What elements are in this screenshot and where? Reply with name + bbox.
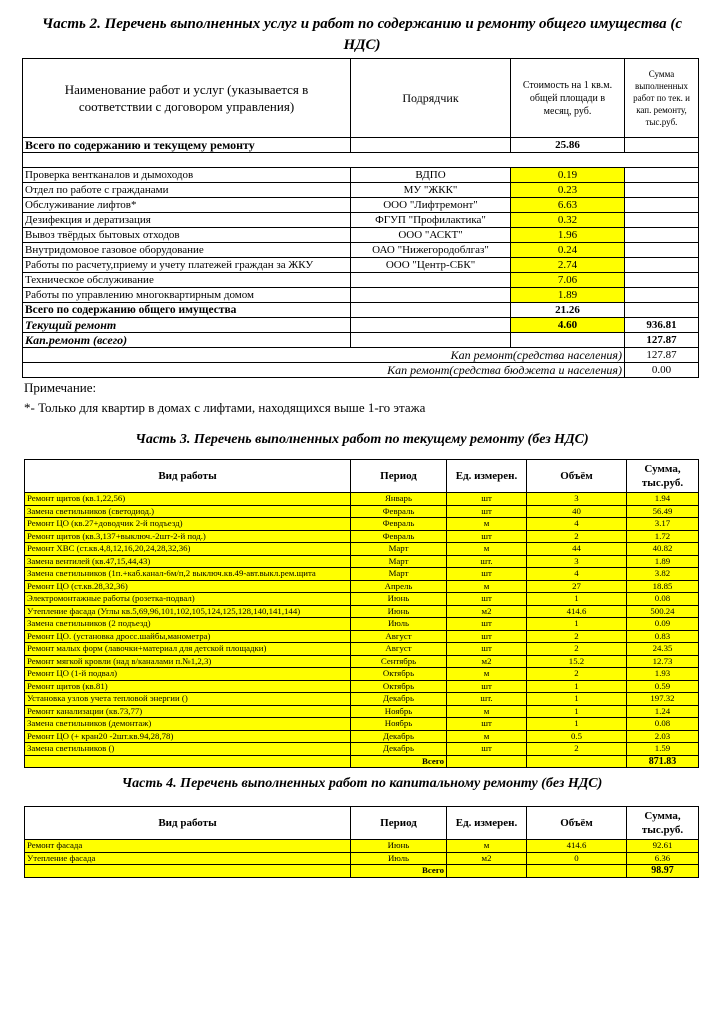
work-name: Ремонт ЦО (+ кран20 -2шт.кв.94,28,78) bbox=[25, 730, 351, 743]
work-name: Замена светильников (демонтаж) bbox=[25, 718, 351, 731]
work-unit: м2 bbox=[447, 655, 527, 668]
service-cost: 2.74 bbox=[511, 258, 625, 273]
cap-budget-label: Кап ремонт(средства бюджета и населения) bbox=[23, 363, 625, 378]
work-sum: 0.59 bbox=[627, 680, 699, 693]
part2-title: Часть 2. Перечень выполненных услуг и работ по содержанию и ремонту общего имущества (с НДС) bbox=[41, 16, 683, 53]
work-name: Ремонт щитов (кв.81) bbox=[25, 680, 351, 693]
work-unit: шт bbox=[447, 593, 527, 606]
p4-header-volume: Объём bbox=[527, 807, 627, 840]
header-cost: Стоимость на 1 кв.м. общей площади в месяц, руб. bbox=[511, 59, 625, 138]
total-cost: 25.86 bbox=[511, 138, 625, 153]
work-period: Октябрь bbox=[351, 680, 447, 693]
work-volume: 2 bbox=[527, 643, 627, 656]
header-sum: Сумма выполненных работ по тек. и кап. ремонту, тыс.руб. bbox=[625, 59, 699, 138]
work-volume: 4 bbox=[527, 518, 627, 531]
work-sum: 0.08 bbox=[627, 593, 699, 606]
work-volume: 2 bbox=[527, 530, 627, 543]
work-period: Август bbox=[351, 630, 447, 643]
work-volume: 1 bbox=[527, 705, 627, 718]
work-sum: 3.17 bbox=[627, 518, 699, 531]
work-sum: 12.73 bbox=[627, 655, 699, 668]
maint-total-cost: 21.26 bbox=[511, 303, 625, 318]
work-name: Утепление фасада (Углы кв.5,69,96,101,102,105,124,125,128,140,141,144) bbox=[25, 605, 351, 618]
work-period: Июль bbox=[351, 852, 447, 865]
p3-header-sum: Сумма, тыс.руб. bbox=[627, 460, 699, 493]
p4-header-work: Вид работы bbox=[25, 807, 351, 840]
current-repair-row bbox=[23, 318, 699, 333]
spacer-row bbox=[23, 153, 699, 168]
work-period: Сентябрь bbox=[351, 655, 447, 668]
work-volume: 4 bbox=[527, 568, 627, 581]
part4-total-row bbox=[25, 865, 699, 878]
work-name: Замена светильников (светодиод.) bbox=[25, 505, 351, 518]
work-period: Ноябрь bbox=[351, 705, 447, 718]
work-sum: 0.08 bbox=[627, 718, 699, 731]
service-cost: 7.06 bbox=[511, 273, 625, 288]
work-unit: шт bbox=[447, 568, 527, 581]
p3-header-work: Вид работы bbox=[25, 460, 351, 493]
part4-title: Часть 4. Перечень выполненных работ по капитальному ремонту (без НДС) bbox=[121, 776, 603, 791]
p4-total-label: Всего bbox=[351, 865, 447, 878]
work-unit: шт bbox=[447, 630, 527, 643]
work-period: Февраль bbox=[351, 518, 447, 531]
service-contractor bbox=[351, 273, 511, 288]
service-cost: 0.32 bbox=[511, 213, 625, 228]
work-unit: м bbox=[447, 580, 527, 593]
work-name: Ремонт щитов (кв.3,137+выключ.-2шт-2-й под.) bbox=[25, 530, 351, 543]
service-row bbox=[23, 213, 699, 228]
work-name: Ремонт канализации (кв.73,77) bbox=[25, 705, 351, 718]
maintenance-total-row bbox=[23, 303, 699, 318]
work-sum: 0.09 bbox=[627, 618, 699, 631]
work-row bbox=[25, 668, 699, 681]
work-row bbox=[25, 730, 699, 743]
cap-budget-sum: 0.00 bbox=[625, 363, 699, 378]
work-row bbox=[25, 655, 699, 668]
work-name: Ремонт ЦО. (установка дросс.шайбы,манометра) bbox=[25, 630, 351, 643]
work-sum: 500.24 bbox=[627, 605, 699, 618]
work-period: Декабрь bbox=[351, 743, 447, 756]
work-unit: шт bbox=[447, 505, 527, 518]
service-row bbox=[23, 228, 699, 243]
work-row bbox=[25, 555, 699, 568]
work-row bbox=[25, 605, 699, 618]
work-sum: 40.82 bbox=[627, 543, 699, 556]
work-row bbox=[25, 505, 699, 518]
work-name: Замена светильников () bbox=[25, 743, 351, 756]
header-contractor: Подрядчик bbox=[351, 59, 511, 138]
service-contractor: ООО "Лифтремонт" bbox=[351, 198, 511, 213]
work-row bbox=[25, 593, 699, 606]
service-name: Работы по расчету,приему и учету платежей граждан за ЖКУ bbox=[23, 258, 351, 273]
work-volume: 27 bbox=[527, 580, 627, 593]
part2-table bbox=[22, 58, 699, 378]
work-volume: 40 bbox=[527, 505, 627, 518]
cap-repair-sum: 127.87 bbox=[625, 333, 699, 348]
work-unit: шт bbox=[447, 643, 527, 656]
work-volume: 414.6 bbox=[527, 605, 627, 618]
work-name: Замена светильников (2 подъезд) bbox=[25, 618, 351, 631]
p4-header-sum: Сумма, тыс.руб. bbox=[627, 807, 699, 840]
work-volume: 15.2 bbox=[527, 655, 627, 668]
cap-residents-sum: 127.87 bbox=[625, 348, 699, 363]
current-repair-sum: 936.81 bbox=[625, 318, 699, 333]
p3-header-period: Период bbox=[351, 460, 447, 493]
work-unit: шт bbox=[447, 530, 527, 543]
note-text: *- Только для квартир в домах с лифтами, находящихся выше 1-го этажа bbox=[24, 400, 426, 415]
work-name: Ремонт щитов (кв.1,22,56) bbox=[25, 493, 351, 506]
work-sum: 24.35 bbox=[627, 643, 699, 656]
work-volume: 2 bbox=[527, 743, 627, 756]
work-unit: м bbox=[447, 705, 527, 718]
work-unit: шт bbox=[447, 618, 527, 631]
service-name: Проверка вентканалов и дымоходов bbox=[23, 168, 351, 183]
service-name: Внутридомовое газовое оборудование bbox=[23, 243, 351, 258]
service-row bbox=[23, 258, 699, 273]
service-cost: 1.96 bbox=[511, 228, 625, 243]
work-period: Октябрь bbox=[351, 668, 447, 681]
work-period: Июнь bbox=[351, 840, 447, 853]
cap-budget-row bbox=[23, 363, 699, 378]
note-title: Примечание: bbox=[24, 380, 97, 395]
work-period: Март bbox=[351, 568, 447, 581]
service-cost: 1.89 bbox=[511, 288, 625, 303]
part4-header-row bbox=[25, 807, 699, 840]
work-unit: м2 bbox=[447, 852, 527, 865]
service-cost: 0.24 bbox=[511, 243, 625, 258]
work-sum: 197.32 bbox=[627, 693, 699, 706]
p4-header-unit: Ед. измерен. bbox=[447, 807, 527, 840]
work-sum: 1.94 bbox=[627, 493, 699, 506]
work-period: Декабрь bbox=[351, 730, 447, 743]
cap-residents-label: Кап ремонт(средства населения) bbox=[23, 348, 625, 363]
work-volume: 44 bbox=[527, 543, 627, 556]
service-name: Вывоз твёрдых бытовых отходов bbox=[23, 228, 351, 243]
work-volume: 1 bbox=[527, 718, 627, 731]
work-volume: 2 bbox=[527, 668, 627, 681]
service-contractor: ВДПО bbox=[351, 168, 511, 183]
work-sum: 0.83 bbox=[627, 630, 699, 643]
work-period: Июнь bbox=[351, 605, 447, 618]
work-sum: 6.36 bbox=[627, 852, 699, 865]
cap-residents-row bbox=[23, 348, 699, 363]
work-period: Декабрь bbox=[351, 693, 447, 706]
service-cost: 6.63 bbox=[511, 198, 625, 213]
service-row bbox=[23, 198, 699, 213]
work-name: Ремонт малых форм (лавочки+материал для детской площадки) bbox=[25, 643, 351, 656]
work-name: Ремонт мягкой кровли (над в/каналами п.№1,2,3) bbox=[25, 655, 351, 668]
p4-total-sum: 98.97 bbox=[627, 865, 699, 878]
work-row bbox=[25, 852, 699, 865]
service-row bbox=[23, 288, 699, 303]
cap-repair-label: Кап.ремонт (всего) bbox=[23, 333, 351, 348]
part3-total-row bbox=[25, 755, 699, 768]
part4-table bbox=[24, 806, 699, 878]
work-sum: 1.59 bbox=[627, 743, 699, 756]
total-label: Всего по содержанию и текущему ремонту bbox=[23, 138, 351, 153]
work-unit: шт bbox=[447, 718, 527, 731]
work-unit: шт. bbox=[447, 693, 527, 706]
work-name: Ремонт ЦО (кв.27+доводчик 2-й подъезд) bbox=[25, 518, 351, 531]
work-period: Ноябрь bbox=[351, 718, 447, 731]
work-name: Ремонт ХВС (ст.кв.4,8,12,16,20,24,28,32,36) bbox=[25, 543, 351, 556]
work-sum: 1.72 bbox=[627, 530, 699, 543]
service-name: Обслуживание лифтов* bbox=[23, 198, 351, 213]
total-maintenance-repair-row bbox=[23, 138, 699, 153]
service-cost: 0.23 bbox=[511, 183, 625, 198]
work-period: Июль bbox=[351, 618, 447, 631]
work-unit: шт bbox=[447, 680, 527, 693]
service-row bbox=[23, 183, 699, 198]
maint-total-label: Всего по содержанию общего имущества bbox=[23, 303, 351, 318]
service-name: Дезифекция и дератизация bbox=[23, 213, 351, 228]
service-contractor: ОАО "Нижегородоблгаз" bbox=[351, 243, 511, 258]
work-volume: 1 bbox=[527, 593, 627, 606]
p3-header-unit: Ед. измерен. bbox=[447, 460, 527, 493]
current-repair-cost: 4.60 bbox=[511, 318, 625, 333]
part3-header-row bbox=[25, 460, 699, 493]
work-row bbox=[25, 840, 699, 853]
work-volume: 1 bbox=[527, 693, 627, 706]
service-row bbox=[23, 243, 699, 258]
work-volume: 0.5 bbox=[527, 730, 627, 743]
work-sum: 92.61 bbox=[627, 840, 699, 853]
work-name: Электромонтажные работы (розетка-подвал) bbox=[25, 593, 351, 606]
work-volume: 0 bbox=[527, 852, 627, 865]
header-name: Наименование работ и услуг (указывается в соответствии с договором управления) bbox=[23, 59, 351, 138]
work-volume: 3 bbox=[527, 493, 627, 506]
work-row bbox=[25, 493, 699, 506]
work-row bbox=[25, 530, 699, 543]
work-volume: 3 bbox=[527, 555, 627, 568]
work-sum: 3.82 bbox=[627, 568, 699, 581]
work-period: Февраль bbox=[351, 505, 447, 518]
work-unit: шт. bbox=[447, 555, 527, 568]
work-row bbox=[25, 630, 699, 643]
work-name: Установка узлов учета тепловой энергии () bbox=[25, 693, 351, 706]
work-sum: 2.03 bbox=[627, 730, 699, 743]
work-sum: 1.24 bbox=[627, 705, 699, 718]
work-unit: м bbox=[447, 668, 527, 681]
work-unit: м2 bbox=[447, 605, 527, 618]
work-period: Март bbox=[351, 543, 447, 556]
work-row bbox=[25, 680, 699, 693]
part2-header-row bbox=[23, 59, 699, 138]
work-row bbox=[25, 543, 699, 556]
work-period: Август bbox=[351, 643, 447, 656]
work-row bbox=[25, 618, 699, 631]
p3-header-volume: Объём bbox=[527, 460, 627, 493]
work-name: Ремонт ЦО (1-й подвал) bbox=[25, 668, 351, 681]
work-name: Ремонт ЦО (ст.кв.28,32,36) bbox=[25, 580, 351, 593]
work-volume: 1 bbox=[527, 618, 627, 631]
work-period: Март bbox=[351, 555, 447, 568]
work-sum: 1.89 bbox=[627, 555, 699, 568]
work-volume: 414.6 bbox=[527, 840, 627, 853]
work-row bbox=[25, 568, 699, 581]
service-name: Техническое обслуживание bbox=[23, 273, 351, 288]
work-unit: шт bbox=[447, 493, 527, 506]
service-contractor bbox=[351, 288, 511, 303]
service-cost: 0.19 bbox=[511, 168, 625, 183]
work-row bbox=[25, 718, 699, 731]
work-row bbox=[25, 693, 699, 706]
part3-title: Часть 3. Перечень выполненных работ по текущему ремонту (без НДС) bbox=[135, 432, 589, 447]
service-contractor: ООО "Центр-СБК" bbox=[351, 258, 511, 273]
service-row bbox=[23, 168, 699, 183]
work-row bbox=[25, 743, 699, 756]
current-repair-label: Текущий ремонт bbox=[23, 318, 351, 333]
service-row bbox=[23, 273, 699, 288]
work-unit: м bbox=[447, 543, 527, 556]
work-unit: шт bbox=[447, 743, 527, 756]
p3-total-sum: 871.83 bbox=[627, 755, 699, 768]
service-contractor: ФГУП "Профилактика" bbox=[351, 213, 511, 228]
work-row bbox=[25, 580, 699, 593]
p4-header-period: Период bbox=[351, 807, 447, 840]
p3-total-label: Всего bbox=[351, 755, 447, 768]
work-sum: 1.93 bbox=[627, 668, 699, 681]
work-row bbox=[25, 705, 699, 718]
work-volume: 2 bbox=[527, 630, 627, 643]
work-period: Февраль bbox=[351, 530, 447, 543]
work-unit: м bbox=[447, 518, 527, 531]
work-name: Утепление фасада bbox=[25, 852, 351, 865]
service-name: Отдел по работе с гражданами bbox=[23, 183, 351, 198]
work-sum: 56.49 bbox=[627, 505, 699, 518]
work-unit: м bbox=[447, 730, 527, 743]
work-period: Июнь bbox=[351, 593, 447, 606]
work-unit: м bbox=[447, 840, 527, 853]
work-row bbox=[25, 643, 699, 656]
service-contractor: МУ "ЖКК" bbox=[351, 183, 511, 198]
service-contractor: ООО "АСКТ" bbox=[351, 228, 511, 243]
work-sum: 18.85 bbox=[627, 580, 699, 593]
work-row bbox=[25, 518, 699, 531]
work-period: Январь bbox=[351, 493, 447, 506]
part3-table bbox=[24, 459, 699, 768]
work-period: Апрель bbox=[351, 580, 447, 593]
service-name: Работы по управлению многоквартирным домом bbox=[23, 288, 351, 303]
work-name: Замена вентилей (кв.47,15,44,43) bbox=[25, 555, 351, 568]
work-name: Замена светильников (1п.+каб.канал-6м/п,2 выключ.кв.49-авт.выкл.рем.щита bbox=[25, 568, 351, 581]
cap-repair-row bbox=[23, 333, 699, 348]
work-volume: 1 bbox=[527, 680, 627, 693]
work-name: Ремонт фасада bbox=[25, 840, 351, 853]
